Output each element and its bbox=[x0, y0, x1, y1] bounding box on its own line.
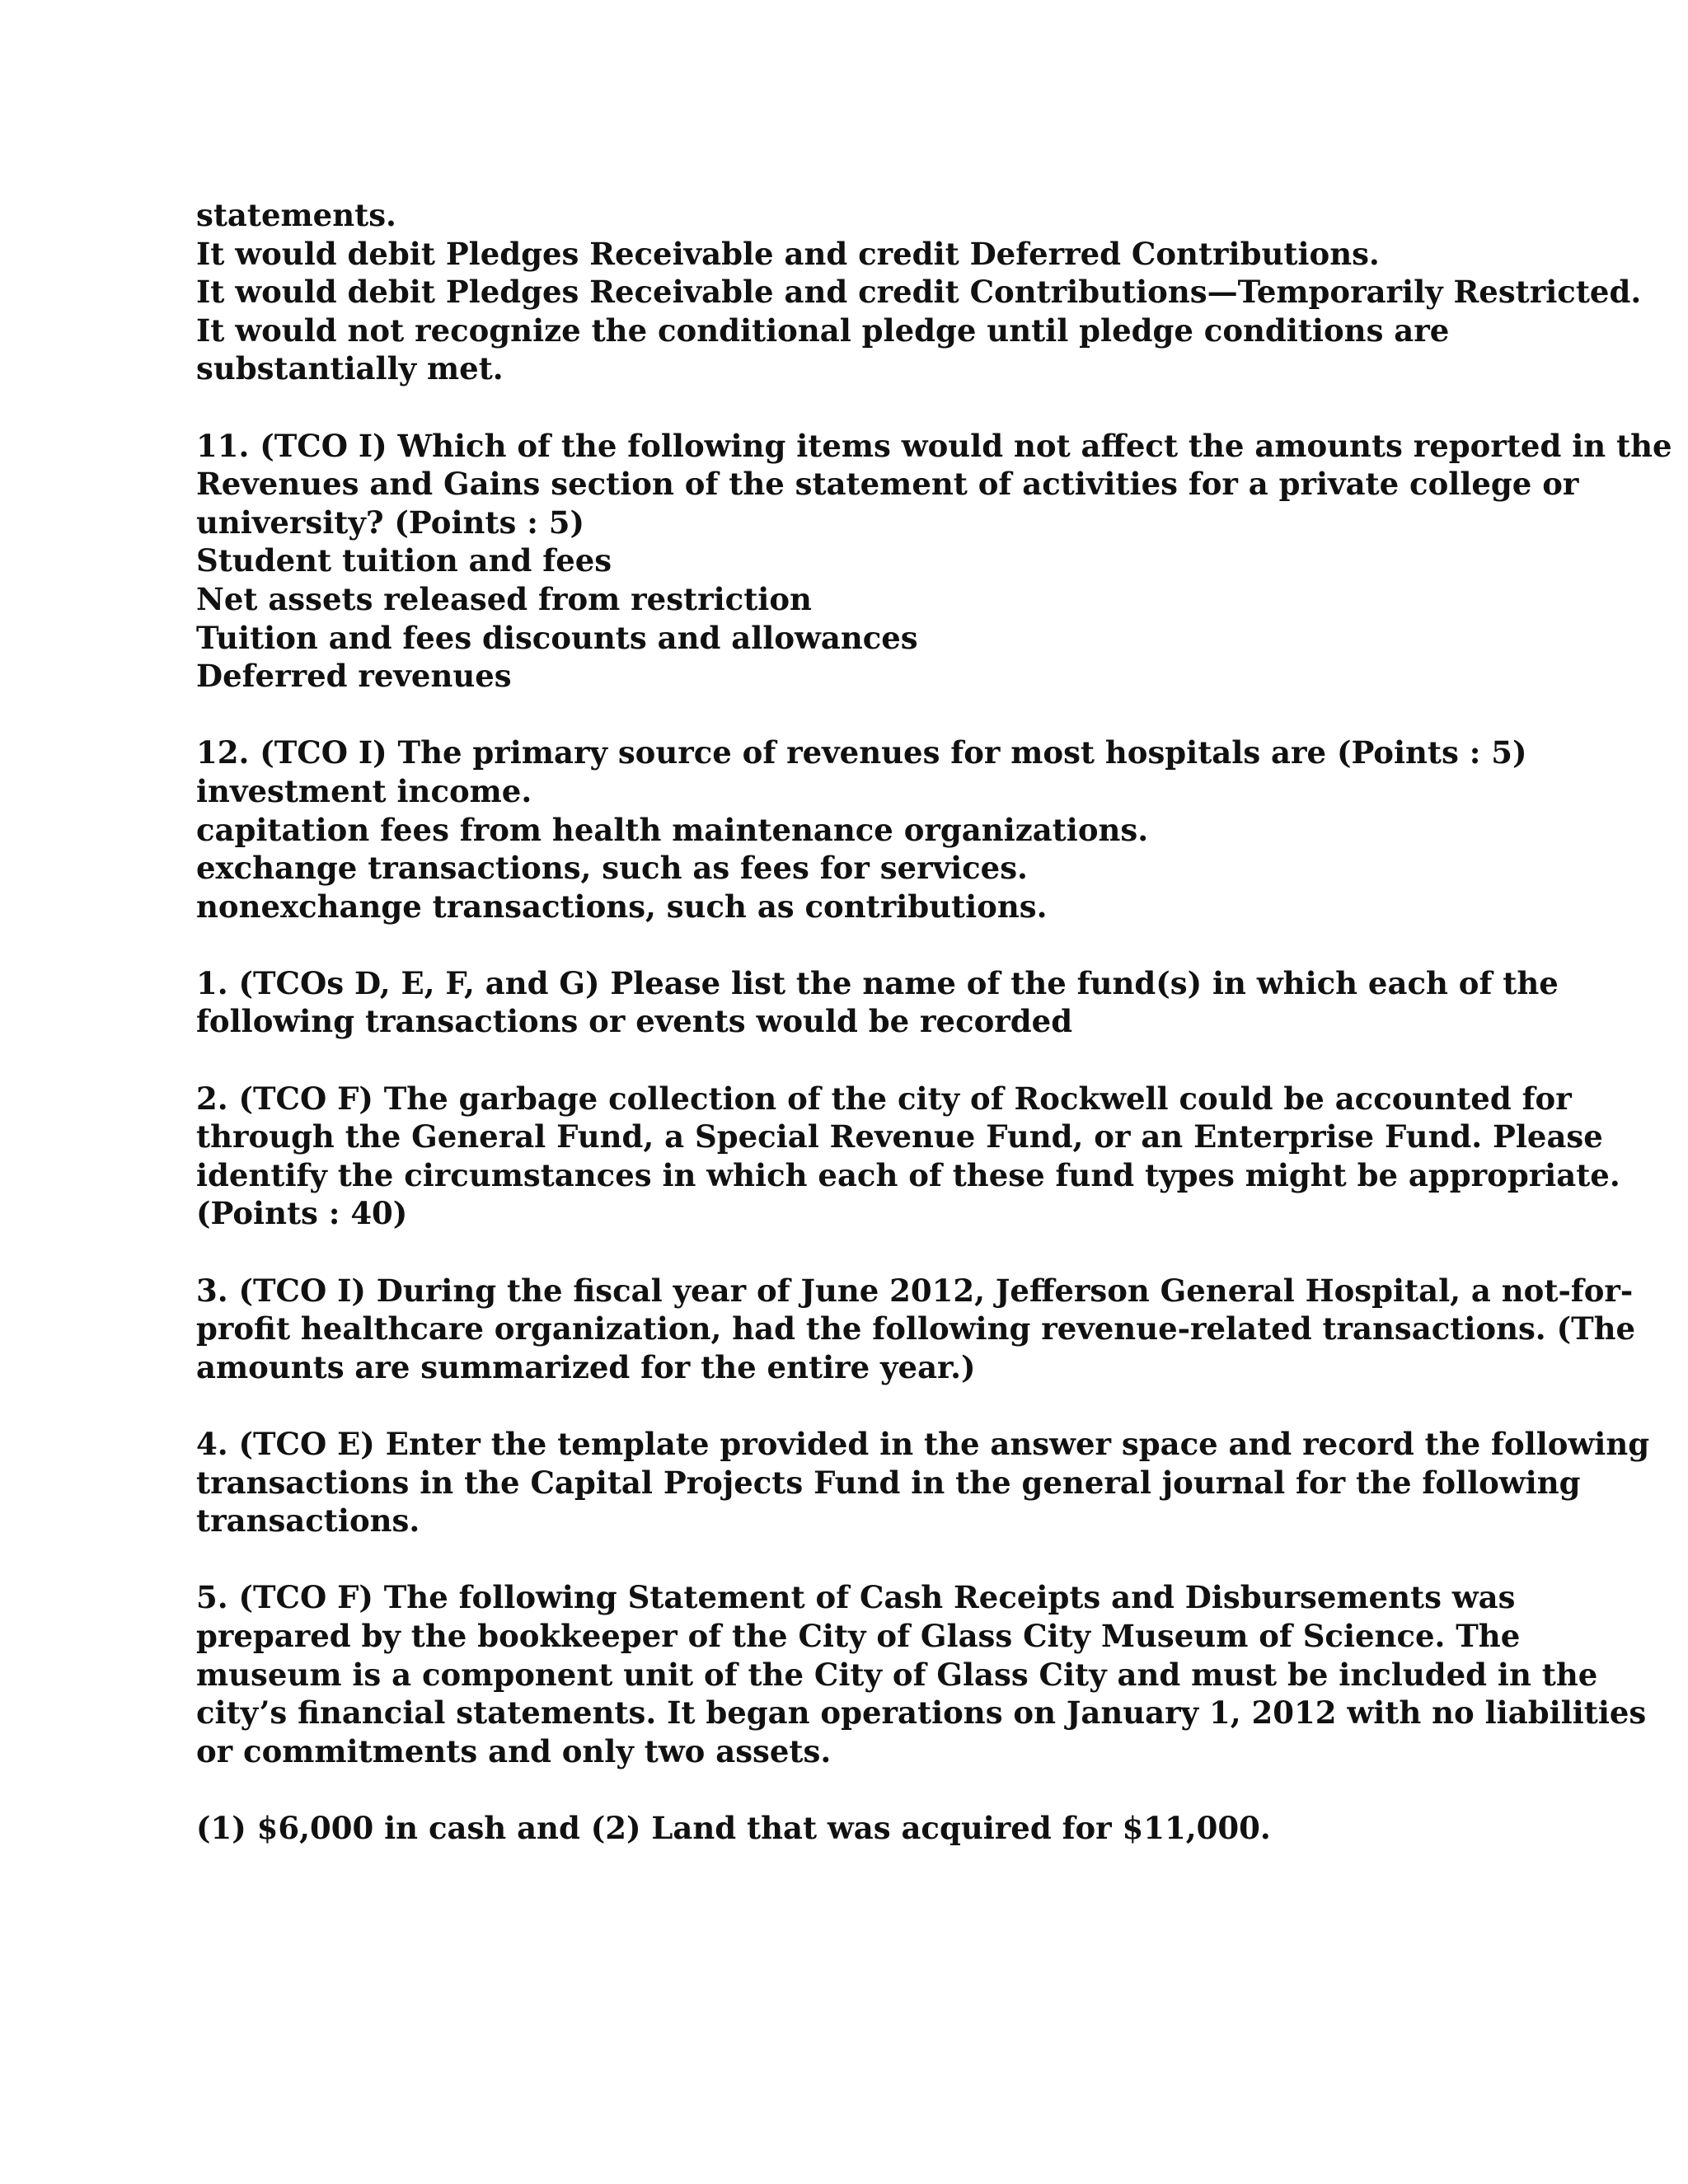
answer-option: nonexchange transactions, such as contributions. bbox=[196, 888, 1048, 925]
question-text: (1) $6,000 in cash and (2) Land that was acquired for $11,000. bbox=[196, 1809, 1271, 1846]
essay-question-2 bbox=[196, 1080, 1620, 1233]
essay-question-4 bbox=[196, 1425, 1650, 1540]
essay-question-5 bbox=[196, 1578, 1647, 1770]
answer-option: exchange transactions, such as fees for services. bbox=[196, 850, 1028, 887]
question-text: museum is a component unit of the City of Glass City and must be included in the bbox=[196, 1656, 1598, 1693]
question-12 bbox=[196, 733, 1527, 926]
answer-option: investment income. bbox=[196, 772, 532, 809]
question-text: (Points : 40) bbox=[196, 1195, 408, 1232]
answer-option: Student tuition and fees bbox=[196, 542, 612, 579]
question-text: Revenues and Gains section of the statement of activities for a private college or bbox=[196, 466, 1579, 503]
question-text: amounts are summarized for the entire year.) bbox=[196, 1348, 976, 1385]
question-text: university? (Points : 5) bbox=[196, 504, 584, 541]
question-text: 11. (TCO I) Which of the following items would not affect the amounts reported in the bbox=[196, 427, 1672, 464]
answer-option: capitation fees from health maintenance organizations. bbox=[196, 811, 1149, 848]
text-line: statements. bbox=[196, 197, 396, 233]
question-text: or commitments and only two assets. bbox=[196, 1732, 832, 1769]
answer-option: It would debit Pledges Receivable and credit Deferred Contributions. bbox=[196, 235, 1380, 272]
essay-question-5-assets bbox=[196, 1809, 1515, 1848]
essay-question-1 bbox=[196, 964, 1559, 1041]
answer-option: Deferred revenues bbox=[196, 658, 512, 695]
question-text: 4. (TCO E) Enter the template provided in the answer space and record the following bbox=[196, 1426, 1650, 1462]
question-text: transactions in the Capital Projects Fund in the general journal for the following bbox=[196, 1464, 1581, 1501]
question-text: prepared by the bookkeeper of the City of Glass City Museum of Science. The bbox=[196, 1617, 1521, 1654]
question-text: identify the circumstances in which each of these fund types might be appropriate. bbox=[196, 1156, 1620, 1193]
question-text: 3. (TCO I) During the fiscal year of June 2012, Jefferson General Hospital, a not-for- bbox=[196, 1272, 1634, 1309]
text-line: substantially met. bbox=[196, 350, 504, 387]
question-text: following transactions or events would be recorded bbox=[196, 1003, 1073, 1040]
question-text: city’s financial statements. It began operations on January 1, 2012 with no liabilities bbox=[196, 1694, 1647, 1732]
answer-option: Net assets released from restriction bbox=[196, 580, 812, 617]
question-text: 2. (TCO F) The garbage collection of the city of Rockwell could be accounted for bbox=[196, 1080, 1572, 1117]
question-text: 5. (TCO F) The following Statement of Cash Receipts and Disbursements was bbox=[196, 1579, 1516, 1616]
question-text: profit healthcare organization, had the following revenue-related transactions. (The bbox=[196, 1310, 1636, 1347]
essay-question-3 bbox=[196, 1272, 1636, 1387]
answer-option: Tuition and fees discounts and allowances bbox=[196, 619, 918, 656]
answer-option: It would debit Pledges Receivable and credit Contributions—Temporarily Restricted. bbox=[196, 274, 1642, 311]
question-text: 1. (TCOs D, E, F, and G) Please list the name of the fund(s) in which each of the bbox=[196, 964, 1559, 1001]
question-text: through the General Fund, a Special Revenue Fund, or an Enterprise Fund. Please bbox=[196, 1118, 1603, 1155]
question-text: transactions. bbox=[196, 1502, 420, 1540]
document-page bbox=[196, 196, 1672, 1886]
q10-options-continuation bbox=[196, 196, 1642, 388]
question-text: 12. (TCO I) The primary source of revenues for most hospitals are (Points : 5) bbox=[196, 734, 1527, 771]
answer-option: It would not recognize the conditional pledge until pledge conditions are bbox=[196, 312, 1450, 349]
question-11 bbox=[196, 427, 1672, 696]
